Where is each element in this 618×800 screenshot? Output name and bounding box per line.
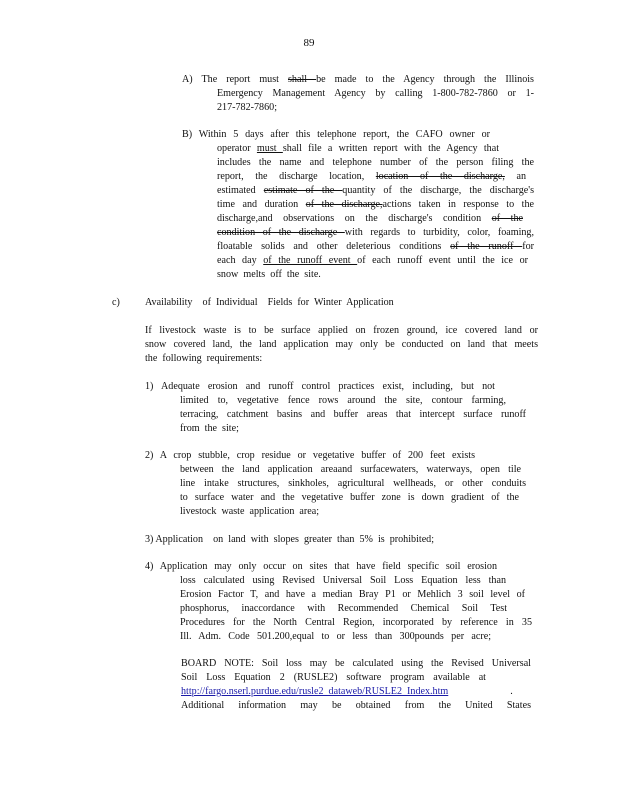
rusle2-link[interactable]: http://fargo.nserl.purdue.edu/rusle2_dataweb/RUSLE2_Index.htm (181, 686, 449, 697)
section-c-marker: c) (112, 297, 120, 308)
requirement-2-line-3: line intake structures, sinkholes, agricultural wellheads, or other conduits (180, 478, 526, 489)
link-suffix: . (510, 686, 513, 697)
page-number: 89 (303, 37, 315, 49)
item-a (182, 73, 534, 115)
requirement-2-line-2: between the land application areaand surfacewaters, waterways, open tile (180, 464, 521, 475)
item-b-line-7: discharge,and observations on the discharge's condition of the (217, 213, 523, 224)
section-c-intro (145, 324, 538, 366)
requirement-2 (145, 449, 526, 519)
section-c-heading: Availability of Individual Fields for Winter Application (145, 297, 394, 308)
board-note-line-1: BOARD NOTE: Soil loss may be calculated using the Revised Universal (181, 658, 531, 669)
intro-line-1: If livestock waste is to be surface applied on frozen ground, ice covered land or (145, 325, 538, 336)
requirement-1-line-2: limited to, vegetative fence rows around the site, contour farming, (180, 395, 506, 406)
board-note-line-4: Additional information may be obtained from the United States (181, 700, 531, 711)
requirement-2-line-5: livestock waste application area; (180, 506, 320, 517)
requirement-2-line-4: to surface water and the vegetative buffer zone is down gradient of the (180, 492, 519, 503)
item-b-line-11: snow melts off the site. (217, 269, 321, 280)
requirement-1 (145, 380, 526, 436)
requirement-4-line-6: Ill. Adm. Code 501.200,equal to or less than 300pounds per acre; (180, 631, 491, 642)
item-b-line-9: floatable solids and other deleterious conditions of the runoff for (217, 241, 534, 252)
requirement-4-line-5: Procedures for the North Central Region, incorporated by reference in 35 (180, 617, 532, 628)
requirement-1-line-3: terracing, catchment basins and buffer areas that intercept surface runoff (180, 409, 526, 420)
requirement-4 (145, 560, 530, 644)
item-a-line-1: A) The report must shall be made to the Agency through the Illinois (182, 74, 534, 85)
board-note (181, 657, 531, 713)
requirement-1-line-4: from the site; (180, 423, 239, 434)
requirement-4-line-1: 4) Application may only occur on sites that have field specific soil erosion (145, 561, 497, 572)
board-note-line-2: Soil Loss Equation 2 (RUSLE2) software program available at (181, 672, 486, 683)
item-b-line-3: includes the name and telephone number of the person filing the (217, 157, 534, 168)
requirement-4-line-2: loss calculated using Revised Universal Soil Loss Equation less than (180, 575, 506, 586)
requirement-3: 3) Application on land with slopes greater than 5% is prohibited; (145, 534, 435, 545)
item-b-line-1: B) Within 5 days after this telephone report, the CAFO owner or (182, 129, 490, 140)
item-b-line-10: each day of the runoff event of each runoff event until the ice or (217, 255, 529, 266)
item-b-line-5: estimated estimate of the quantity of the discharge, the discharge's (217, 185, 534, 196)
intro-line-3: the following requirements: (145, 353, 263, 364)
item-b-line-6: time and duration of the discharge,actions taken in response to the (217, 199, 534, 210)
item-b-line-8: condition of the discharge with regards to turbidity, color, foaming, (217, 227, 534, 238)
item-a-line-2: Emergency Management Agency by calling 1-800-782-7860 or 1- (217, 88, 534, 99)
requirement-4-line-4: phosphorus, inaccordance with Recommended Chemical Soil Test (180, 603, 507, 614)
requirement-4-line-3: Erosion Factor T, and have a median Bray P1 or Mehlich 3 soil level of (180, 589, 525, 600)
requirement-1-line-1: 1) Adequate erosion and runoff control practices exist, including, but not (145, 381, 495, 392)
board-note-link-line (181, 685, 531, 699)
intro-line-2: snow covered land, the land application may only be conducted on land that meets (145, 339, 538, 350)
item-b-line-4: report, the discharge location, location of the discharge, an (217, 171, 526, 182)
item-b (182, 128, 534, 282)
requirement-2-line-1: 2) A crop stubble, crop residue or vegetative buffer of 200 feet exists (145, 450, 475, 461)
item-a-line-3: 217-782-7860; (217, 102, 277, 113)
item-b-line-2: operator must shall file a written report with the Agency that (217, 143, 500, 154)
